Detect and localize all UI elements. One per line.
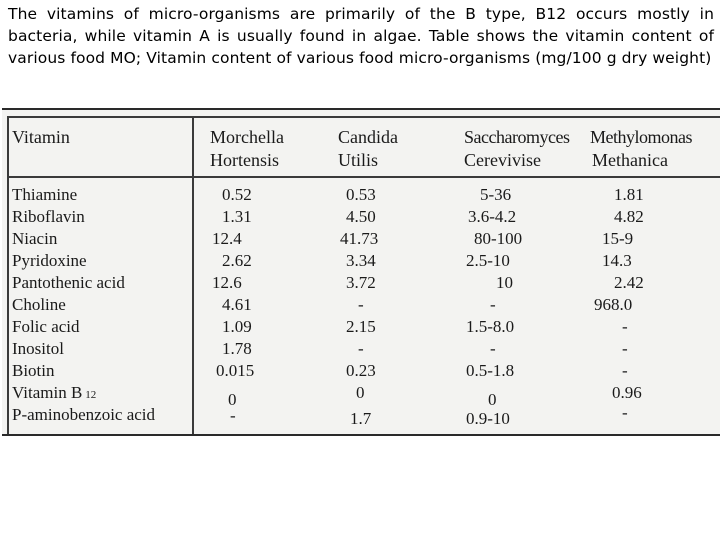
vitamin-b-text: Vitamin B — [12, 383, 83, 402]
cell-thiamine-methylomonas: 1.81 — [614, 185, 644, 204]
cell-folic-methylomonas: - — [622, 317, 628, 336]
cell-thiamine-morchella: 0.52 — [222, 185, 252, 204]
header-methylomonas-line1: Methylomonas — [590, 127, 692, 147]
cell-pantothenic-methylomonas: 2.42 — [614, 273, 644, 292]
row-label-folic-acid: Folic acid — [12, 317, 80, 336]
table-header-rule — [8, 176, 720, 178]
row-label-vitamin-b12 — [12, 383, 96, 405]
cell-pyridoxine-saccharomyces: 2.5-10 — [466, 251, 510, 270]
row-label-pantothenic-acid: Pantothenic acid — [12, 273, 125, 292]
cell-biotin-methylomonas: - — [622, 361, 628, 380]
intro-paragraph: The vitamins of micro-organisms are primarily of the B type, B12 occurs mostly in bacteria, while vitamin A is usually found in algae. Table shows the vitamin content of various food MO; Vitamin content of various food micro-organisms (mg/100 g dry weight) — [8, 5, 714, 67]
cell-inositol-morchella: 1.78 — [222, 339, 252, 358]
row-label-pyridoxine: Pyridoxine — [12, 251, 87, 270]
header-morchella-line1: Morchella — [210, 127, 284, 147]
cell-folic-candida: 2.15 — [346, 317, 376, 336]
header-candida-line2: Utilis — [338, 150, 379, 170]
row-label-biotin: Biotin — [12, 361, 55, 380]
row-label-niacin: Niacin — [12, 229, 58, 248]
cell-riboflavin-saccharomyces: 3.6-4.2 — [468, 207, 517, 226]
cell-inositol-candida: - — [358, 339, 364, 358]
cell-niacin-candida: 41.73 — [340, 229, 379, 248]
cell-folic-morchella: 1.09 — [222, 317, 252, 336]
cell-b12-methylomonas: 0.96 — [612, 383, 642, 402]
cell-b12-morchella: 0 — [228, 390, 237, 409]
cell-paba-morchella: - — [230, 406, 236, 425]
header-vitamin: Vitamin — [12, 127, 70, 147]
table-top-rule — [8, 116, 720, 118]
cell-choline-candida: - — [358, 295, 364, 314]
header-methylomonas-line2: Methanica — [592, 150, 668, 170]
cell-biotin-morchella: 0.015 — [216, 361, 255, 380]
row-label-choline: Choline — [12, 295, 66, 314]
header-morchella-line2: Hortensis — [210, 150, 279, 170]
table-left-rule — [7, 116, 9, 434]
cell-biotin-saccharomyces: 0.5-1.8 — [466, 361, 515, 380]
cell-niacin-methylomonas: 15-9 — [602, 229, 634, 248]
cell-inositol-methylomonas: - — [622, 339, 628, 358]
cell-inositol-saccharomyces: - — [490, 339, 496, 358]
cell-b12-candida: 0 — [356, 383, 365, 402]
cell-riboflavin-methylomonas: 4.82 — [614, 207, 644, 226]
cell-riboflavin-morchella: 1.31 — [222, 207, 252, 226]
cell-paba-saccharomyces: 0.9-10 — [466, 409, 510, 428]
row-label-inositol: Inositol — [12, 339, 64, 358]
cell-pantothenic-candida: 3.72 — [346, 273, 376, 292]
cell-biotin-candida: 0.23 — [346, 361, 376, 380]
cell-niacin-saccharomyces: 80-100 — [474, 229, 523, 248]
header-saccharomyces-line2: Cerevivise — [464, 150, 541, 170]
cell-pyridoxine-candida: 3.34 — [346, 251, 376, 270]
header-candida-line1: Candida — [338, 127, 398, 147]
cell-riboflavin-candida: 4.50 — [346, 207, 376, 226]
cell-thiamine-saccharomyces: 5-36 — [480, 185, 512, 204]
cell-pyridoxine-methylomonas: 14.3 — [602, 251, 632, 270]
row-label-p-aminobenzoic-acid: P-aminobenzoic acid — [12, 405, 156, 424]
cell-b12-saccharomyces: 0 — [488, 390, 497, 409]
row-label-thiamine: Thiamine — [12, 185, 78, 204]
cell-pyridoxine-morchella: 2.62 — [222, 251, 252, 270]
cell-paba-methylomonas: - — [622, 403, 628, 422]
cell-choline-methylomonas: 968.0 — [594, 295, 633, 314]
header-saccharomyces-line1: Saccharomyces — [464, 127, 570, 147]
vitamin-content-table — [2, 108, 720, 436]
cell-choline-morchella: 4.61 — [222, 295, 252, 314]
vitamin-b-subscript: 12 — [85, 389, 97, 401]
cell-choline-saccharomyces: - — [490, 295, 496, 314]
cell-paba-candida: 1.7 — [350, 409, 372, 428]
cell-folic-saccharomyces: 1.5-8.0 — [466, 317, 515, 336]
table-column-rule — [192, 116, 194, 434]
cell-niacin-morchella: 12.4 — [212, 229, 242, 248]
cell-pantothenic-saccharomyces: 10 — [496, 273, 513, 292]
cell-thiamine-candida: 0.53 — [346, 185, 376, 204]
cell-pantothenic-morchella: 12.6 — [212, 273, 242, 292]
row-label-riboflavin: Riboflavin — [12, 207, 85, 226]
